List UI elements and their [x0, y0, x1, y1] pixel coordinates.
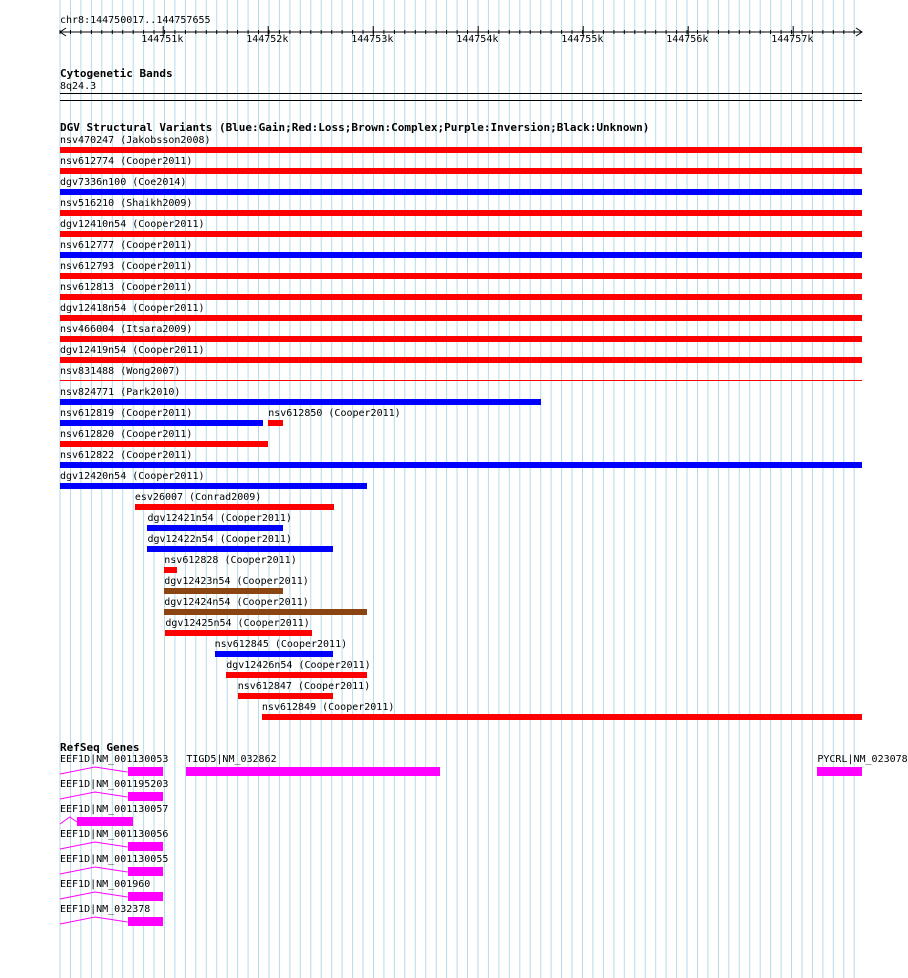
variant-label[interactable]: nsv831488 (Wong2007) [60, 366, 181, 377]
gene-intron [60, 867, 128, 874]
gene-intron [60, 892, 128, 899]
gene-label[interactable]: EEF1D|NM_001130055 [60, 854, 169, 865]
gene-label[interactable]: EEF1D|NM_001960 [60, 879, 151, 890]
variant-label[interactable]: nsv612819 (Cooper2011) [60, 408, 193, 419]
ruler-tick-label: 144755k [561, 34, 604, 45]
gene-intron [60, 917, 128, 924]
gene-label[interactable]: EEF1D|NM_001130057 [60, 804, 169, 815]
variant-label[interactable]: nsv612793 (Cooper2011) [60, 261, 193, 272]
variant-label[interactable]: dgv12420n54 (Cooper2011) [60, 471, 205, 482]
variant-label[interactable]: nsv612822 (Cooper2011) [60, 450, 193, 461]
gene-label[interactable]: EEF1D|NM_001130056 [60, 829, 169, 840]
variant-label[interactable]: dgv12418n54 (Cooper2011) [60, 303, 205, 314]
gene-label[interactable]: EEF1D|NM_001130053 [60, 754, 169, 765]
variant-label[interactable]: nsv612774 (Cooper2011) [60, 156, 193, 167]
ruler-tick-label: 144753k [351, 34, 394, 45]
cytoband-track-title[interactable]: Cytogenetic Bands [60, 67, 173, 80]
variant-label[interactable]: nsv612849 (Cooper2011) [261, 702, 395, 713]
variant-label[interactable]: nsv612777 (Cooper2011) [60, 240, 193, 251]
variant-label[interactable]: dgv12423n54 (Cooper2011) [164, 576, 309, 587]
variant-label[interactable]: nsv612820 (Cooper2011) [60, 429, 193, 440]
ruler-tick-label: 144752k [246, 34, 289, 45]
gene-intron [60, 842, 128, 849]
variant-label[interactable]: nsv824771 (Park2010) [60, 387, 181, 398]
ruler-tick-label: 144751k [141, 34, 184, 45]
dgv-track-title[interactable]: DGV Structural Variants (Blue:Gain;Red:Loss;Brown:Complex;Purple:Inversion;Black:Unknown) [60, 121, 650, 134]
ruler-tick-label: 144756k [666, 34, 709, 45]
variant-label[interactable]: dgv12421n54 (Cooper2011) [147, 513, 292, 524]
variant-label[interactable]: nsv612850 (Cooper2011) [268, 408, 401, 419]
variant-label[interactable]: nsv612847 (Cooper2011) [237, 681, 371, 692]
variant-label[interactable]: dgv7336n100 (Coe2014) [60, 177, 187, 188]
refseq-track-title[interactable]: RefSeq Genes [60, 741, 140, 754]
gene-label[interactable]: EEF1D|NM_032378 [60, 904, 151, 915]
ruler-tick-label: 144754k [456, 34, 499, 45]
cytoband-label: 8q24.3 [60, 81, 97, 92]
variant-label[interactable]: dgv12426n54 (Cooper2011) [226, 660, 371, 671]
variant-label[interactable]: esv26007 (Conrad2009) [134, 492, 262, 503]
ruler-tick-label: 144757k [771, 34, 814, 45]
variant-label[interactable]: dgv12410n54 (Cooper2011) [60, 219, 205, 230]
variant-label[interactable]: dgv12424n54 (Cooper2011) [164, 597, 309, 608]
variant-label[interactable]: nsv516210 (Shaikh2009) [60, 198, 193, 209]
variant-label[interactable]: nsv612828 (Cooper2011) [164, 555, 297, 566]
variant-label[interactable]: dgv12425n54 (Cooper2011) [165, 618, 310, 629]
gene-intron [60, 817, 77, 824]
gene-intron [60, 792, 128, 799]
variant-label[interactable]: nsv466004 (Itsara2009) [60, 324, 193, 335]
gene-intron [60, 767, 128, 774]
gene-label[interactable]: TIGD5|NM_032862 [186, 754, 277, 765]
gene-label[interactable]: PYCRL|NM_023078 [817, 754, 908, 765]
variant-label[interactable]: nsv470247 (Jakobsson2008) [60, 135, 211, 146]
variant-label[interactable]: dgv12419n54 (Cooper2011) [60, 345, 205, 356]
gene-label[interactable]: EEF1D|NM_001195203 [60, 779, 169, 790]
variant-label[interactable]: dgv12422n54 (Cooper2011) [147, 534, 292, 545]
variant-label[interactable]: nsv612813 (Cooper2011) [60, 282, 193, 293]
variant-label[interactable]: nsv612845 (Cooper2011) [214, 639, 348, 650]
region-label: chr8:144750017..144757655 [60, 15, 211, 26]
